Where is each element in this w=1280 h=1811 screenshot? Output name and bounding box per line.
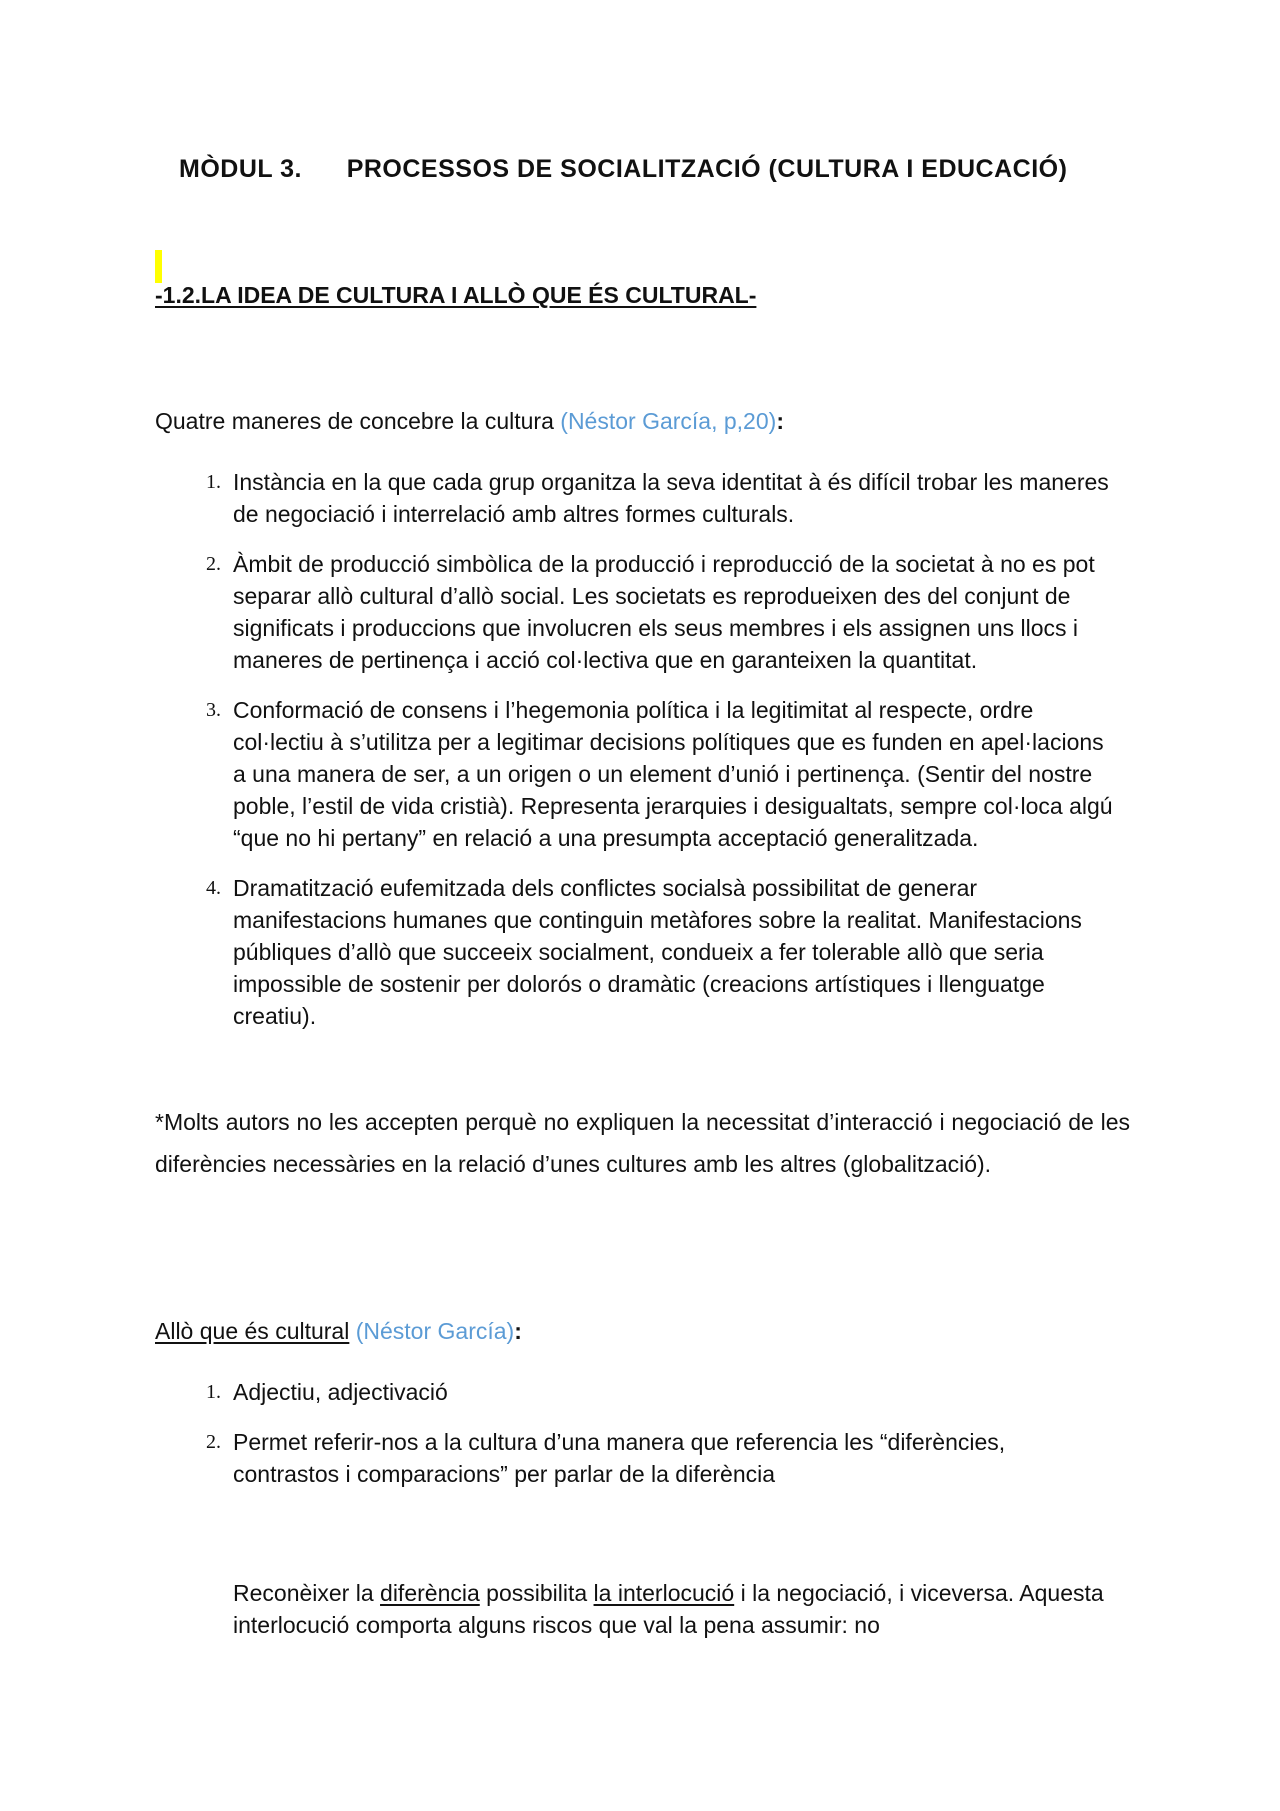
note-paragraph: *Molts autors no les accepten perquè no expliquen la necessitat d’interacció i negociació de les diferències necessàries en la relació d’unes cultures amb les altres (globalització). (155, 1109, 1130, 1177)
list-item-text: Dramatització eufemitzada dels conflictes socialsà possibilitat de generar manifestacions humanes que continguin metàfores sobre la realitat. Manifestacions públiques d’allò que succeeix socialment, condueix a fer tolerable allò que seria impossible de sostenir per dolorós o dramàtic (creacions artístiques i llenguatge creatiu). (233, 875, 1082, 1029)
intro-paragraph (155, 405, 784, 437)
cultural-list (206, 1376, 1113, 1490)
title-module-name: PROCESSOS DE SOCIALITZACIÓ (CULTURA I (346, 155, 914, 183)
underlined-interlocution: la interlocució (593, 1580, 735, 1606)
title-module-number: MÒDUL 3. (179, 155, 302, 183)
list-item (206, 1376, 1113, 1408)
final-text-3: i la negociació, i viceversa. Aquesta interlocució comporta alguns riscos que val la pena assumir: no (233, 1580, 1104, 1638)
part2-citation: (Néstor García) (355, 1318, 515, 1344)
conceptions-list (206, 466, 1133, 1032)
list-item-text: Conformació de consens i l’hegemonia política i la legitimitat al respecte, ordre col·lectiu à s’utilitza per a legitimar decisions polítiques que es funden en apel·lacions a una manera de ser, a un origen o un element d’unió i pertinença. (Sentir del nostre poble, l’estil de vida cristià). Representa jerarquies i desigualtats, sempre col·loca algú “que no hi pertany” en relació a una presumpta acceptació generalitzada. (233, 697, 1113, 851)
list-number: 4. (206, 877, 221, 899)
list-number: 2. (206, 1431, 221, 1453)
final-text-1: Reconèixer la (233, 1580, 381, 1606)
list-number: 3. (206, 699, 221, 721)
list-number: 1. (206, 471, 221, 493)
intro-colon: : (776, 408, 784, 434)
list-item (206, 466, 1133, 530)
list-item-text: Instància en la que cada grup organitza la seva identitat à és difícil trobar les maneres de negociació i interrelació amb altres formes culturals. (233, 469, 1109, 527)
list-number: 1. (206, 1381, 221, 1403)
title-module-name-end: EDUCACIÓ) (921, 155, 1068, 183)
section-heading: -1.2.LA IDEA DE CULTURA I ALLÒ QUE ÉS CULTURAL- (155, 282, 757, 308)
final-text-2: possibilita (479, 1580, 594, 1606)
list-item (206, 872, 1083, 1032)
list-item-text: Adjectiu, adjectivació (233, 1379, 448, 1405)
intro-text: Quatre maneres de concebre la cultura (155, 408, 561, 434)
part2-heading-text: Allò que és cultural (155, 1318, 350, 1344)
highlight-marker (155, 250, 162, 283)
part2-heading (155, 1315, 522, 1347)
list-item (206, 1426, 1113, 1490)
list-item (206, 694, 1113, 854)
part2-colon: : (514, 1318, 522, 1344)
module-title (155, 150, 1130, 188)
citation-link: (Néstor García, p,20) (560, 408, 777, 434)
title-block (155, 150, 1130, 188)
final-paragraph (233, 1577, 1133, 1641)
list-number: 2. (206, 553, 221, 575)
list-item (206, 548, 1123, 676)
list-item-text: Àmbit de producció simbòlica de la producció i reproducció de la societat à no es pot separar allò cultural d’allò social. Les societats es reprodueixen des del conjunt de significats i produccions que involucren els seus membres i els assignen uns llocs i maneres de pertinença i acció col·lectiva que en garanteixen la quantitat. (233, 551, 1095, 673)
underlined-difference: diferència (380, 1580, 480, 1606)
list-item-text: Permet referir-nos a la cultura d’una manera que referencia les “diferències, contrastos i comparacions” per parlar de la diferència (233, 1429, 1006, 1487)
